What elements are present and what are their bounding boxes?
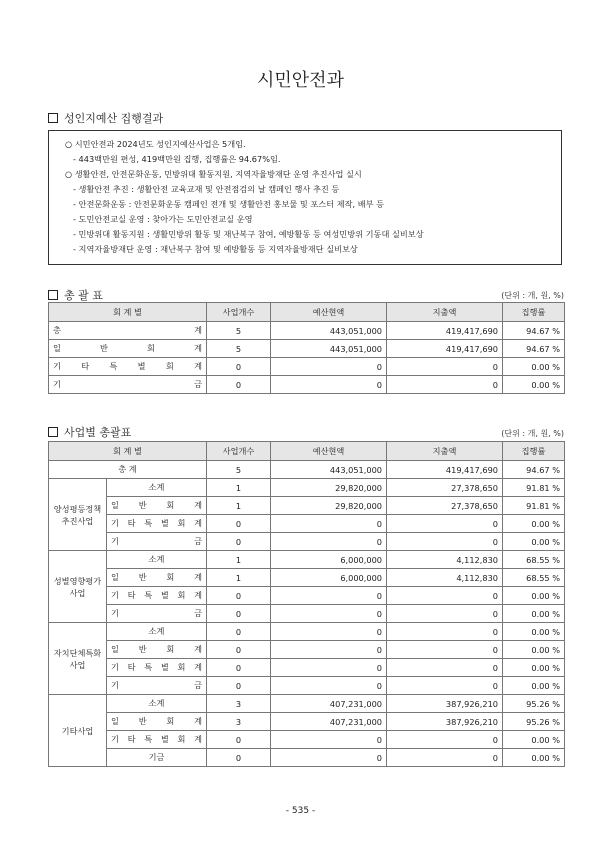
row-label: 소계	[107, 623, 207, 641]
summary-box	[48, 130, 562, 265]
unit-label: (단위 : 개, 원, %)	[501, 429, 564, 438]
row-label: 기 타 특 별 회 계	[49, 358, 207, 376]
cell-count: 0	[207, 623, 271, 641]
group-label: 양성평등정책 추진사업	[49, 479, 107, 551]
cell-count: 0	[207, 605, 271, 623]
cell-count: 0	[207, 641, 271, 659]
cell-count: 0	[207, 749, 271, 767]
unit-label: (단위 : 개, 원, %)	[501, 291, 564, 300]
cell-spent: 4,112,830	[387, 551, 503, 569]
summary-line: - 443백만원 편성, 419백만원 집행, 집행률은 94.67%임.	[73, 154, 281, 164]
summary-table	[48, 302, 565, 394]
cell-spent: 27,378,650	[387, 497, 503, 515]
cell-budget: 0	[271, 641, 387, 659]
cell-count: 5	[207, 461, 271, 479]
cell-budget: 6,000,000	[271, 551, 387, 569]
row-label: 기 타 특 별 회 계	[107, 587, 207, 605]
page-title: 시민안전과	[257, 70, 344, 91]
cell-spent: 387,926,210	[387, 695, 503, 713]
header-cell: 집행률	[503, 442, 565, 461]
header-cell: 지출액	[387, 442, 503, 461]
table-row	[49, 641, 565, 659]
cell-rate: 91.81 %	[503, 479, 565, 497]
cell-budget: 29,820,000	[271, 497, 387, 515]
cell-rate: 0.00 %	[503, 515, 565, 533]
cell-budget: 443,051,000	[271, 322, 387, 340]
cell-spent: 0	[387, 533, 503, 551]
cell-spent: 0	[387, 677, 503, 695]
cell-count: 0	[207, 376, 271, 394]
row-label: 일 반 회 계	[107, 497, 207, 515]
table-row	[49, 497, 565, 515]
header-cell: 사업개수	[207, 442, 271, 461]
cell-budget: 0	[271, 605, 387, 623]
cell-spent: 4,112,830	[387, 569, 503, 587]
cell-count: 0	[207, 731, 271, 749]
square-bullet-icon	[48, 427, 58, 437]
table-row	[49, 695, 565, 713]
cell-spent: 0	[387, 376, 503, 394]
section-heading-by-project	[48, 424, 131, 440]
cell-rate: 94.67 %	[503, 322, 565, 340]
table-row	[49, 551, 565, 569]
cell-rate: 94.67 %	[503, 461, 565, 479]
cell-budget: 6,000,000	[271, 569, 387, 587]
row-label: 소계	[107, 695, 207, 713]
cell-spent: 0	[387, 515, 503, 533]
row-label: 일 반 회 계	[107, 569, 207, 587]
row-label: 기 금	[107, 533, 207, 551]
table-row	[49, 340, 565, 358]
cell-spent: 0	[387, 605, 503, 623]
cell-budget: 443,051,000	[271, 340, 387, 358]
cell-count: 1	[207, 551, 271, 569]
section-title: 성인지예산 집행결과	[64, 112, 164, 125]
summary-line: - 민방위대 활동지원 : 생활민방위 활동 및 재난복구 참여, 예방활동 등 여성민방위 기동대 실비보상	[73, 229, 424, 239]
table-row	[49, 623, 565, 641]
cell-count: 3	[207, 695, 271, 713]
cell-rate: 94.67 %	[503, 340, 565, 358]
row-label: 기 타 특 별 회 계	[107, 659, 207, 677]
summary-line: - 안전문화운동 : 안전문화운동 캠페인 전개 및 생활안전 홍보물 및 포스터 제작, 배부 등	[73, 199, 385, 209]
cell-rate: 0.00 %	[503, 677, 565, 695]
cell-count: 1	[207, 479, 271, 497]
cell-spent: 0	[387, 731, 503, 749]
row-label: 일 반 회 계	[107, 713, 207, 731]
header-cell: 집행률	[503, 303, 565, 322]
cell-rate: 0.00 %	[503, 587, 565, 605]
cell-rate: 0.00 %	[503, 358, 565, 376]
row-label: 기 금	[49, 376, 207, 394]
cell-budget: 0	[271, 376, 387, 394]
summary-line: ○ 생활안전, 안전문화운동, 민방위대 활동지원, 지역자율방재단 운영 추진사업 실시	[65, 169, 362, 179]
cell-spent: 27,378,650	[387, 479, 503, 497]
table-row	[49, 587, 565, 605]
table-row	[49, 731, 565, 749]
header-cell: 예산현액	[271, 303, 387, 322]
row-label: 기 타 특 별 회 계	[107, 515, 207, 533]
cell-budget: 0	[271, 677, 387, 695]
cell-count: 0	[207, 358, 271, 376]
cell-rate: 95.26 %	[503, 695, 565, 713]
cell-count: 1	[207, 497, 271, 515]
row-label: 총 계	[49, 461, 207, 479]
row-label: 일 반 회 계	[49, 340, 207, 358]
header-cell: 사업개수	[207, 303, 271, 322]
cell-count: 1	[207, 569, 271, 587]
table-row	[49, 533, 565, 551]
section-title: 총 괄 표	[64, 289, 103, 302]
cell-spent: 0	[387, 659, 503, 677]
cell-spent: 387,926,210	[387, 713, 503, 731]
project-table	[48, 441, 565, 767]
cell-budget: 407,231,000	[271, 713, 387, 731]
cell-rate: 95.26 %	[503, 713, 565, 731]
cell-rate: 0.00 %	[503, 623, 565, 641]
cell-budget: 0	[271, 749, 387, 767]
cell-rate: 0.00 %	[503, 659, 565, 677]
cell-count: 0	[207, 659, 271, 677]
table-row	[49, 515, 565, 533]
table-row	[49, 713, 565, 731]
cell-budget: 0	[271, 659, 387, 677]
table-row	[49, 569, 565, 587]
table-row	[49, 659, 565, 677]
cell-rate: 0.00 %	[503, 749, 565, 767]
summary-line: ○ 시민안전과 2024년도 성인지예산사업은 5개임.	[65, 139, 246, 149]
summary-line: - 지역자율방재단 운영 : 재난복구 참여 및 예방활동 등 지역자율방재단 실비보상	[73, 244, 358, 254]
cell-rate: 68.55 %	[503, 551, 565, 569]
cell-budget: 443,051,000	[271, 461, 387, 479]
group-label: 성별영향평가 사업	[49, 551, 107, 623]
cell-rate: 68.55 %	[503, 569, 565, 587]
cell-spent: 419,417,690	[387, 340, 503, 358]
square-bullet-icon	[48, 290, 58, 300]
table-row	[49, 358, 565, 376]
table-row	[49, 605, 565, 623]
table-row	[49, 322, 565, 340]
cell-rate: 91.81 %	[503, 497, 565, 515]
row-label: 기 금	[107, 677, 207, 695]
row-label: 기 타 특 별 회 계	[107, 731, 207, 749]
header-cell: 회 계 별	[49, 442, 207, 461]
cell-spent: 0	[387, 749, 503, 767]
table-row	[49, 677, 565, 695]
cell-rate: 0.00 %	[503, 533, 565, 551]
row-label: 기금	[107, 749, 207, 767]
row-label: 일 반 회 계	[107, 641, 207, 659]
cell-count: 5	[207, 340, 271, 358]
table-row	[49, 749, 565, 767]
summary-line: - 도민안전교실 운영 : 찾아가는 도민안전교실 운영	[73, 214, 253, 224]
cell-count: 0	[207, 515, 271, 533]
cell-count: 0	[207, 533, 271, 551]
cell-budget: 0	[271, 623, 387, 641]
cell-count: 5	[207, 322, 271, 340]
cell-spent: 419,417,690	[387, 461, 503, 479]
section-title: 사업별 총괄표	[64, 426, 132, 439]
row-label: 소계	[107, 551, 207, 569]
table-header-row	[49, 303, 565, 322]
cell-budget: 407,231,000	[271, 695, 387, 713]
table-total-row	[49, 461, 565, 479]
cell-budget: 29,820,000	[271, 479, 387, 497]
header-cell: 회 계 별	[49, 303, 207, 322]
page-number: - 535 -	[285, 806, 316, 816]
row-label: 총 계	[49, 322, 207, 340]
header-cell: 지출액	[387, 303, 503, 322]
section-heading-gender-budget	[48, 110, 163, 126]
table-row	[49, 479, 565, 497]
cell-rate: 0.00 %	[503, 605, 565, 623]
cell-budget: 0	[271, 515, 387, 533]
cell-spent: 0	[387, 587, 503, 605]
cell-spent: 419,417,690	[387, 322, 503, 340]
cell-rate: 0.00 %	[503, 641, 565, 659]
cell-budget: 0	[271, 358, 387, 376]
section-heading-summary	[48, 287, 103, 303]
table-row	[49, 376, 565, 394]
row-label: 소계	[107, 479, 207, 497]
square-bullet-icon	[48, 113, 58, 123]
cell-budget: 0	[271, 587, 387, 605]
table-header-row	[49, 442, 565, 461]
cell-count: 3	[207, 713, 271, 731]
group-label: 자치단체특화 사업	[49, 623, 107, 695]
cell-budget: 0	[271, 533, 387, 551]
row-label: 기 금	[107, 605, 207, 623]
cell-spent: 0	[387, 623, 503, 641]
header-cell: 예산현액	[271, 442, 387, 461]
cell-spent: 0	[387, 641, 503, 659]
cell-count: 0	[207, 677, 271, 695]
cell-rate: 0.00 %	[503, 376, 565, 394]
cell-count: 0	[207, 587, 271, 605]
cell-spent: 0	[387, 358, 503, 376]
cell-budget: 0	[271, 731, 387, 749]
cell-rate: 0.00 %	[503, 731, 565, 749]
summary-line: - 생활안전 추진 : 생활안전 교육교재 및 안전점검의 날 캠페인 행사 추진 등	[73, 184, 340, 194]
group-label: 기타사업	[49, 695, 107, 767]
